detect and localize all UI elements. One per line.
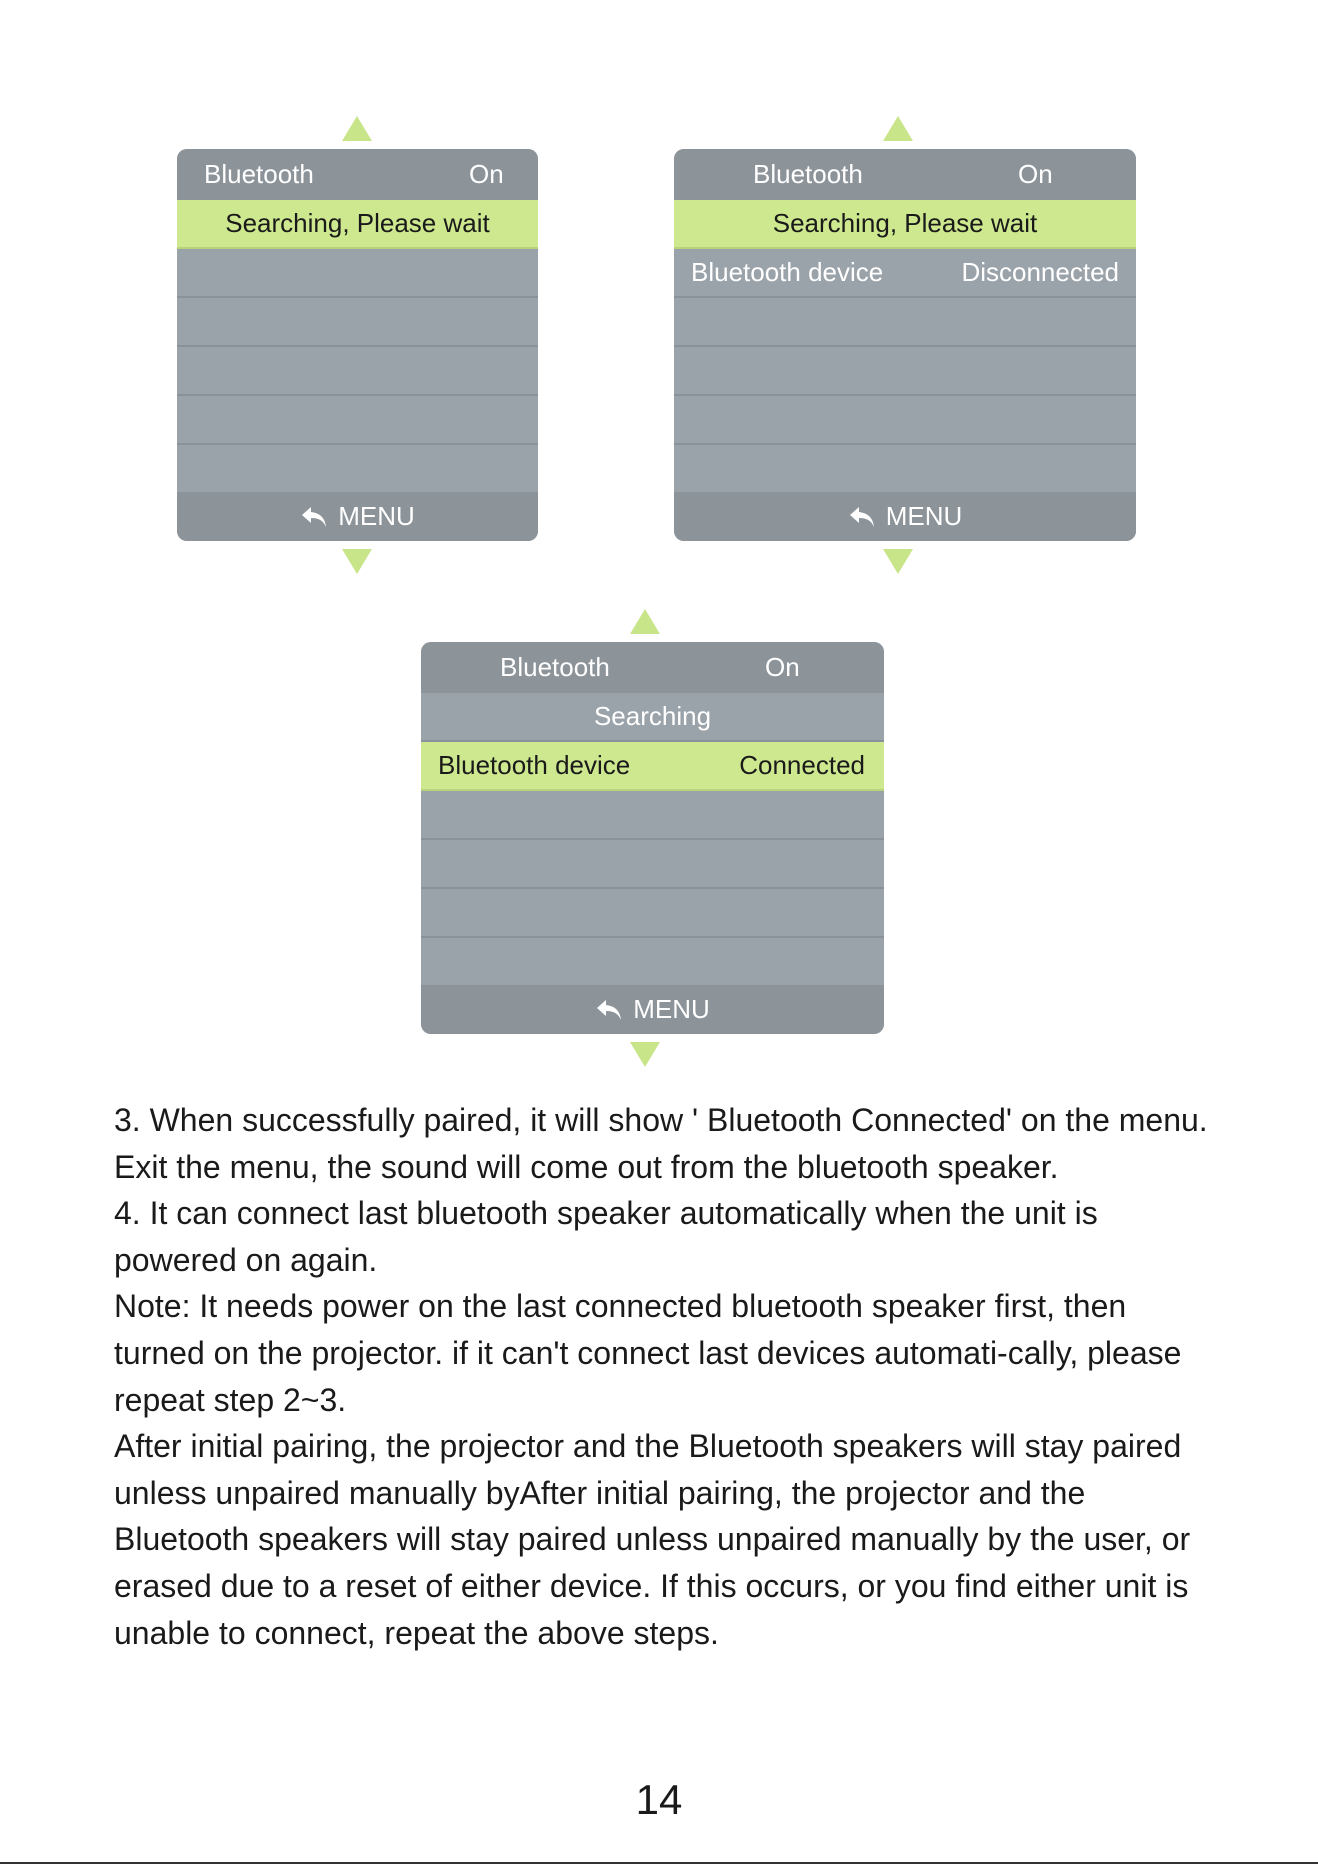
empty-row xyxy=(674,298,1136,347)
bluetooth-label: Bluetooth xyxy=(204,159,314,189)
status-row[interactable] xyxy=(421,693,884,742)
empty-row xyxy=(177,298,538,347)
empty-row xyxy=(674,396,1136,445)
back-arrow-icon xyxy=(848,505,876,529)
empty-row xyxy=(177,396,538,445)
back-arrow-icon xyxy=(595,998,623,1022)
empty-row xyxy=(421,889,884,938)
pairing-paragraph: After initial pairing, the projector and the Bluetooth speakers will stay paired unless unpaired manually byAfter initial pairing, the projector and the Bluetooth speakers will stay paired unless unpaired manually by the user, or erased due to a reset of either device. If this occurs, or you find either unit is unable to connect, repeat the above steps. xyxy=(114,1428,1191,1651)
status-text: Searching, Please wait xyxy=(772,208,1038,238)
bluetooth-state: On xyxy=(765,652,800,682)
menu-footer-button[interactable] xyxy=(674,492,1136,541)
step-3-paragraph: 3. When successfully paired, it will show ' Bluetooth Connected' on the menu. Exit the menu, the sound will come out from the bluetooth speaker. xyxy=(114,1102,1208,1185)
bluetooth-state: On xyxy=(1018,159,1053,189)
nav-down-arrow-icon xyxy=(883,549,913,574)
nav-up-arrow-icon xyxy=(630,609,660,634)
note-paragraph: Note: It needs power on the last connected bluetooth speaker first, then turned on the projector. if it can't connect last devices automati-cally, please repeat step 2~3. xyxy=(114,1288,1182,1418)
device-label: Bluetooth device xyxy=(438,750,631,780)
status-row-selected[interactable] xyxy=(674,200,1136,249)
bluetooth-menu-screen-1 xyxy=(177,149,538,541)
empty-row xyxy=(421,840,884,889)
menu-label: MENU xyxy=(338,501,415,531)
nav-down-arrow-icon xyxy=(630,1042,660,1067)
bluetooth-header-row[interactable] xyxy=(421,642,884,693)
bluetooth-header-row[interactable] xyxy=(674,149,1136,200)
empty-row xyxy=(177,347,538,396)
bluetooth-menu-screen-2 xyxy=(674,149,1136,541)
menu-footer-button[interactable] xyxy=(421,985,884,1034)
menu-label: MENU xyxy=(885,501,963,531)
step-4-paragraph: 4. It can connect last bluetooth speaker automatically when the unit is powered on again. xyxy=(114,1195,1098,1278)
bluetooth-device-row-selected[interactable] xyxy=(421,742,884,791)
device-status: Disconnected xyxy=(961,257,1119,287)
menu-label: MENU xyxy=(633,994,710,1024)
nav-up-arrow-icon xyxy=(342,116,372,141)
bluetooth-state: On xyxy=(469,159,504,189)
bluetooth-device-row[interactable] xyxy=(674,249,1136,298)
device-label: Bluetooth device xyxy=(691,257,884,287)
empty-row xyxy=(674,347,1136,396)
back-arrow-icon xyxy=(300,505,328,529)
page-bottom-rule xyxy=(0,1862,1318,1864)
bluetooth-header-row[interactable] xyxy=(177,149,538,200)
bluetooth-label: Bluetooth xyxy=(500,652,610,682)
device-status: Connected xyxy=(739,750,865,780)
instruction-text xyxy=(114,1097,1214,1656)
menu-footer-button[interactable] xyxy=(177,492,538,541)
bluetooth-menu-screen-3 xyxy=(421,642,884,1034)
page-number: 14 xyxy=(635,1776,683,1823)
empty-row xyxy=(421,791,884,840)
status-text: Searching xyxy=(593,701,712,731)
nav-down-arrow-icon xyxy=(342,549,372,574)
nav-up-arrow-icon xyxy=(883,116,913,141)
status-row-selected[interactable] xyxy=(177,200,538,249)
bluetooth-label: Bluetooth xyxy=(753,159,863,189)
status-text: Searching, Please wait xyxy=(225,208,490,238)
empty-row xyxy=(177,249,538,298)
